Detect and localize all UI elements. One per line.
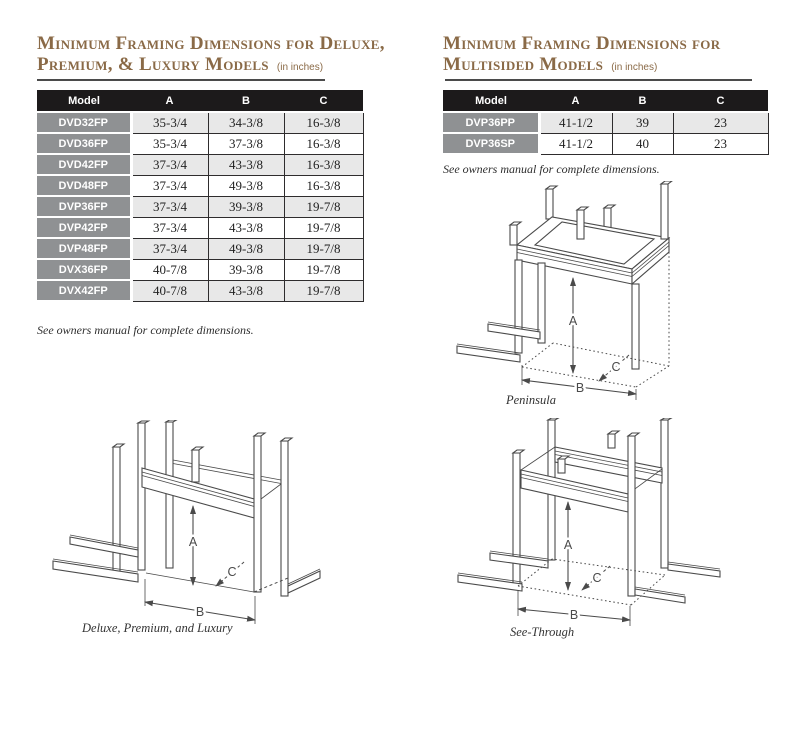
dimension-label-a: A [568,314,578,328]
dim-c-cell: 19-7/8 [284,196,363,217]
left-title-line1: Minimum Framing Dimensions for Deluxe, [37,33,385,54]
table-row [443,133,768,154]
dim-c-cell: 16-3/8 [284,175,363,196]
dimension-label-b: B [575,381,585,395]
right-title-line1: Minimum Framing Dimensions for [443,33,721,54]
dim-a-cell: 37-3/4 [131,238,208,259]
model-cell: DVX42FP [37,280,131,301]
model-cell: DVP36SP [443,133,539,154]
dim-a-cell: 35-3/4 [131,133,208,154]
model-cell: DVD48FP [37,175,131,196]
see-through-framing-diagram [430,418,750,650]
dim-b-cell: 39-3/8 [208,196,284,217]
deluxe-framing-figure [50,420,350,655]
table-row [37,259,363,280]
model-cell: DVP36PP [443,112,539,133]
model-cell: DVP42FP [37,217,131,238]
dimension-label-a: A [188,535,198,549]
dim-b-cell: 39-3/8 [208,259,284,280]
column-header-c: C [284,90,363,112]
model-cell: DVP48FP [37,238,131,259]
dim-b-cell: 43-3/8 [208,280,284,301]
dim-b-cell: 49-3/8 [208,175,284,196]
see-through-framing-figure [430,418,750,655]
dim-c-cell: 19-7/8 [284,238,363,259]
left-title-unit-note: (in inches) [276,62,324,73]
dim-a-cell: 40-7/8 [131,280,208,301]
dimension-label-b: B [195,605,205,619]
table-row [37,112,363,133]
right-table-footnote: See owners manual for complete dimensions. [443,162,660,176]
dim-c-cell: 23 [673,112,768,133]
dim-b-cell: 39 [612,112,673,133]
column-header-model: Model [37,90,131,112]
dimension-label-c: C [592,571,602,585]
dim-c-cell: 19-7/8 [284,280,363,301]
dim-a-cell: 37-3/4 [131,217,208,238]
model-cell: DVD36FP [37,133,131,154]
dim-b-cell: 49-3/8 [208,238,284,259]
table-row [37,238,363,259]
right-title-rule [445,79,752,81]
column-header-b: B [612,90,673,112]
table-row [37,217,363,238]
model-cell: DVP36FP [37,196,131,217]
deluxe-figure-caption: Deluxe, Premium, and Luxury [82,621,233,635]
deluxe-framing-diagram [50,420,350,650]
dimension-label-a: A [563,538,573,552]
model-cell: DVD42FP [37,154,131,175]
dimension-label-c: C [227,565,237,579]
peninsula-framing-figure [440,181,770,415]
table-header-row [443,90,768,112]
right-framing-dimensions-table [443,90,769,155]
right-section-title [443,33,783,78]
left-framing-dimensions-table [37,90,364,302]
dim-c-cell: 19-7/8 [284,217,363,238]
peninsula-framing-diagram [440,181,770,411]
dim-c-cell: 19-7/8 [284,259,363,280]
see-through-figure-caption: See-Through [510,625,575,639]
table-row [443,112,768,133]
column-header-b: B [208,90,284,112]
left-table-footnote: See owners manual for complete dimensions. [37,323,254,337]
column-header-c: C [673,90,768,112]
dimension-label-c: C [611,360,621,374]
dimension-label-b: B [569,608,579,622]
dim-c-cell: 16-3/8 [284,154,363,175]
right-title-unit-note: (in inches) [611,62,658,73]
left-title-rule [37,79,325,81]
left-title-line2: Premium, & Luxury Models [37,54,269,75]
peninsula-figure-caption: Peninsula [506,393,556,407]
table-row [37,175,363,196]
model-cell: DVX36FP [37,259,131,280]
table-row [37,280,363,301]
column-header-model: Model [443,90,539,112]
dim-a-cell: 35-3/4 [131,112,208,133]
dim-c-cell: 23 [673,133,768,154]
dim-b-cell: 43-3/8 [208,154,284,175]
dim-b-cell: 34-3/8 [208,112,284,133]
dim-a-cell: 40-7/8 [131,259,208,280]
model-cell: DVD32FP [37,112,131,133]
dim-c-cell: 16-3/8 [284,112,363,133]
dim-c-cell: 16-3/8 [284,133,363,154]
dim-a-cell: 37-3/4 [131,154,208,175]
left-section-title [37,33,417,78]
dim-a-cell: 37-3/4 [131,175,208,196]
column-header-a: A [131,90,208,112]
dim-b-cell: 40 [612,133,673,154]
table-row [37,196,363,217]
dim-a-cell: 41-1/2 [539,112,612,133]
dim-a-cell: 41-1/2 [539,133,612,154]
dim-b-cell: 43-3/8 [208,217,284,238]
column-header-a: A [539,90,612,112]
table-row [37,133,363,154]
right-title-line2: Multisided Models [443,54,604,75]
dim-a-cell: 37-3/4 [131,196,208,217]
dim-b-cell: 37-3/8 [208,133,284,154]
table-row [37,154,363,175]
table-header-row [37,90,363,112]
